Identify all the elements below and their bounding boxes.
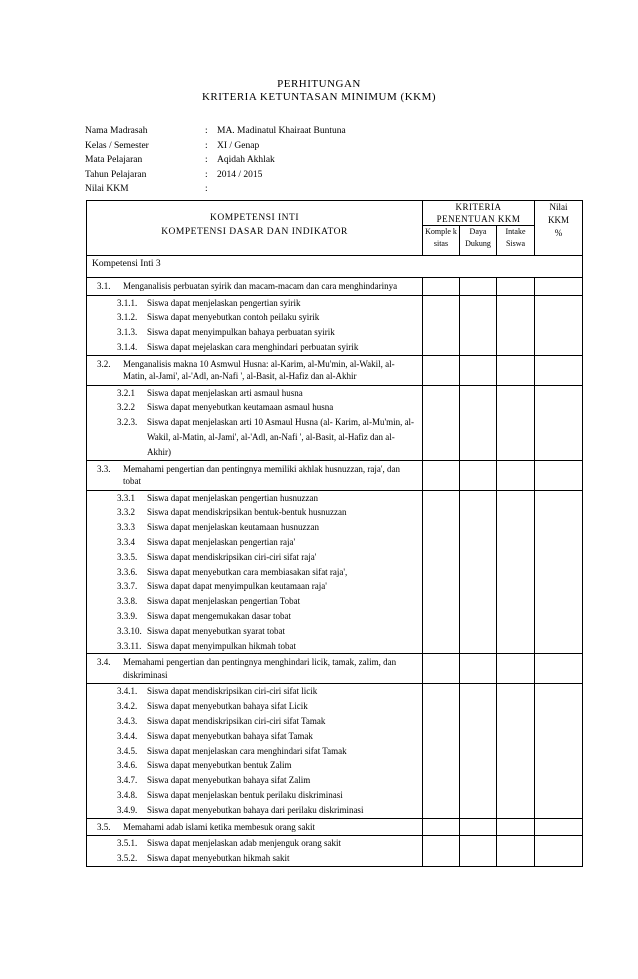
header-kriteria-line2: PENENTUAN KKM	[436, 214, 521, 224]
kd-row	[87, 818, 583, 836]
indicator-number: 3.4.3.	[117, 716, 138, 727]
score-cell	[535, 836, 583, 867]
indicator-number: 3.4.1.	[117, 686, 138, 697]
indicator-row	[87, 385, 583, 460]
indicator-item	[87, 340, 422, 355]
kompetensi-dasar	[87, 355, 423, 385]
indicator-text: Siswa dapat menyimpulkan hikmah tobat	[147, 640, 296, 651]
kd-row	[87, 460, 583, 490]
info-value: MA. Madinatul Khairaat Buntuna	[217, 126, 346, 136]
indicator-list	[87, 684, 423, 818]
document-title: PERHITUNGAN	[277, 78, 361, 90]
score-cell	[497, 460, 535, 490]
score-cell	[423, 836, 460, 867]
kompetensi-dasar	[87, 460, 423, 490]
info-label: Tahun Pelajaran	[85, 169, 147, 180]
score-cell	[460, 295, 497, 355]
kd-text: Memahami pengertian dan pentingnya menghindari licik, tamak, zalim, dan diskriminasi	[123, 657, 397, 680]
indicator-number: 3.5.1.	[117, 838, 138, 849]
indicator-text: Siswa dapat mendiskripsikan bentuk-bentuk husnuzzan	[147, 507, 347, 518]
header-intake-siswa: Intake Siswa	[497, 226, 535, 256]
indicator-number: 3.5.2.	[117, 852, 138, 863]
indicator-text: Siswa dapat menyebutkan syarat tobat	[147, 625, 285, 636]
info-label: Kelas / Semester	[85, 140, 149, 151]
indicator-number: 3.1.1.	[117, 297, 138, 308]
header-nilai-text: Nilai KKM %	[547, 202, 569, 238]
score-cell	[497, 295, 535, 355]
indicator-text: Siswa dapat menjelaskan pengertian syirik	[147, 297, 301, 308]
indicator-text: Siswa dapat menyebutkan keutamaan asmaul husna	[147, 402, 334, 413]
indicator-number: 3.2.2	[117, 402, 135, 413]
kd-row	[87, 654, 583, 684]
indicator-text: Siswa dapat menyebutkan bentuk Zalim	[147, 760, 292, 771]
score-cell	[460, 684, 497, 818]
indicator-item	[87, 400, 422, 415]
indicator-item	[87, 744, 422, 759]
score-cell	[535, 385, 583, 460]
score-cell	[497, 385, 535, 460]
indicator-number: 3.4.4.	[117, 730, 138, 741]
score-cell	[423, 490, 460, 654]
kd-number: 3.3.	[97, 463, 111, 474]
indicator-item	[87, 579, 422, 594]
score-cell	[460, 355, 497, 385]
indicator-number: 3.1.4.	[117, 341, 138, 352]
kd-number: 3.1.	[97, 281, 111, 291]
score-cell	[535, 355, 583, 385]
indicator-number: 3.1.2.	[117, 312, 138, 323]
indicator-item	[87, 491, 422, 506]
score-cell	[535, 684, 583, 818]
indicator-number: 3.4.9.	[117, 804, 138, 815]
info-row	[85, 124, 346, 139]
indicator-item	[87, 758, 422, 773]
kd-text: Memahami pengertian dan pentingnya memiliki akhlak husnuzzan, raja', dan tobat	[123, 463, 401, 487]
indicator-number: 3.3.8.	[117, 596, 138, 607]
indicator-number: 3.3.9.	[117, 611, 138, 622]
info-label: Nama Madrasah	[85, 126, 148, 136]
kd-row	[87, 278, 583, 296]
header-kd-label: KOMPETENSI DASAR DAN INDIKATOR	[161, 227, 348, 237]
indicator-number: 3.3.1	[117, 492, 135, 503]
indicator-text: Siswa dapat mendiskripsikan ciri-ciri sifat Tamak	[147, 716, 326, 727]
score-cell	[423, 460, 460, 490]
indicator-text: Siswa dapat menyebutkan bahaya sifat Tamak	[147, 730, 313, 741]
indicator-text: Siswa dapat menjelaskan arti 10 Asmaul Husna (al- Karim, al-Mu'min, al-Wakil, al-Matin, al-Jami', al-'Adl, an-Nafi ', al-Basit, al-Hafiz dan al-Akhir)	[147, 417, 415, 457]
indicator-item	[87, 788, 422, 803]
indicator-number: 3.3.11.	[117, 640, 142, 651]
info-colon: :	[205, 169, 208, 180]
info-block	[85, 124, 346, 197]
indicator-text: Siswa dapat menjelaskan pengertian husnuzzan	[147, 492, 318, 503]
kompetensi-dasar	[87, 654, 423, 684]
indicator-text: Siswa dapat mengemukakan dasar tobat	[147, 611, 291, 622]
info-colon: :	[205, 140, 208, 151]
indicator-text: Siswa dapat menjelaskan adab menjenguk orang sakit	[147, 838, 341, 849]
score-cell	[460, 818, 497, 836]
info-value: 2014 / 2015	[217, 169, 263, 180]
score-cell	[497, 818, 535, 836]
indicator-text: Siswa dapat menyebutkan hikmah sakit	[147, 852, 290, 863]
info-row	[85, 153, 346, 168]
indicator-item	[87, 535, 422, 550]
header-kriteria	[423, 201, 535, 226]
score-cell	[460, 654, 497, 684]
indicator-number: 3.4.8.	[117, 790, 138, 801]
score-cell	[460, 836, 497, 867]
document-subtitle: KRITERIA KETUNTASAN MINIMUM (KKM)	[201, 91, 437, 103]
indicator-text: Siswa dapat menjelaskan pengertian raja'	[147, 537, 296, 548]
indicator-text: Siswa dapat dapat menyimpulkan keutamaan raja'	[147, 581, 327, 592]
info-colon: :	[205, 184, 208, 194]
info-value: Aqidah Akhlak	[217, 155, 275, 165]
score-cell	[497, 490, 535, 654]
indicator-item	[87, 520, 422, 535]
indicator-item	[87, 699, 422, 714]
indicator-number: 3.2.3.	[117, 417, 138, 428]
info-row	[85, 168, 346, 183]
indicator-item	[87, 550, 422, 565]
indicator-text: Siswa dapat menjelaskan arti asmaul husna	[147, 387, 303, 398]
kd-number: 3.4.	[97, 657, 111, 668]
kompetensi-inti-label: Kompetensi Inti 3	[87, 256, 583, 278]
indicator-text: Siswa dapat menjelaskan keutamaan husnuzzan	[147, 522, 319, 533]
header-daya-dukung: Daya Dukung	[460, 226, 497, 256]
info-colon: :	[205, 155, 208, 165]
indicator-text: Siswa dapat menyebutkan cara membiasakan sifat raja',	[147, 566, 348, 577]
header-kriteria-line1: KRITERIA	[455, 202, 502, 212]
indicator-list	[87, 385, 423, 460]
score-cell	[460, 278, 497, 296]
indicator-text: Siswa dapat menyimpulkan bahaya perbuatan syirik	[147, 327, 335, 338]
info-value: XI / Genap	[217, 140, 260, 151]
indicator-number: 3.3.3	[117, 522, 135, 533]
indicator-item	[87, 773, 422, 788]
info-label: Mata Pelajaran	[85, 155, 143, 165]
indicator-text: Siswa dapat menjelaskan pengertian Tobat	[147, 596, 301, 607]
indicator-number: 3.2.1	[117, 387, 135, 398]
score-cell	[535, 654, 583, 684]
indicator-item	[87, 565, 422, 580]
indicator-item	[87, 803, 422, 818]
score-cell	[423, 355, 460, 385]
score-cell	[423, 654, 460, 684]
indicator-item	[87, 296, 422, 311]
indicator-item	[87, 415, 422, 459]
indicator-list	[87, 295, 423, 355]
indicator-item	[87, 624, 422, 639]
score-cell	[497, 654, 535, 684]
indicator-text: Siswa dapat mendiskripsikan ciri-ciri sifat raja'	[147, 551, 317, 562]
header-ki-label: KOMPETENSI INTI	[209, 213, 300, 223]
indicator-row	[87, 295, 583, 355]
header-kompleksitas: Komple k sitas	[423, 226, 460, 256]
indicator-item	[87, 639, 422, 654]
indicator-number: 3.3.6.	[117, 566, 138, 577]
info-row	[85, 182, 346, 197]
score-cell	[535, 818, 583, 836]
indicator-item	[87, 836, 422, 851]
score-cell	[535, 460, 583, 490]
score-cell	[497, 355, 535, 385]
kompetensi-dasar	[87, 278, 423, 296]
indicator-number: 3.1.3.	[117, 327, 138, 338]
score-cell	[535, 278, 583, 296]
indicator-number: 3.4.2.	[117, 701, 138, 712]
info-label: Nilai KKM	[85, 184, 129, 194]
indicator-number: 3.3.10.	[117, 625, 142, 636]
score-cell	[423, 385, 460, 460]
indicator-item	[87, 386, 422, 401]
kd-number: 3.5.	[97, 821, 111, 832]
indicator-item	[87, 594, 422, 609]
indicator-item	[87, 851, 422, 866]
kkm-table	[86, 200, 583, 867]
indicator-number: 3.4.7.	[117, 775, 138, 786]
score-cell	[535, 295, 583, 355]
score-cell	[497, 836, 535, 867]
indicator-number: 3.3.5.	[117, 551, 138, 562]
indicator-row	[87, 490, 583, 654]
indicator-list	[87, 490, 423, 654]
indicator-number: 3.3.2	[117, 507, 135, 518]
kd-row	[87, 355, 583, 385]
kompetensi-dasar	[87, 818, 423, 836]
indicator-text: Siswa dapat mendiskripsikan ciri-ciri sifat licik	[147, 686, 318, 697]
info-colon: :	[205, 126, 208, 136]
score-cell	[423, 818, 460, 836]
score-cell	[497, 278, 535, 296]
score-cell	[460, 460, 497, 490]
indicator-number: 3.4.5.	[117, 745, 138, 756]
indicator-item	[87, 714, 422, 729]
kd-text: Menganalisis perbuatan syirik dan macam-macam dan cara menghindarinya	[123, 281, 398, 291]
indicator-text: Siswa dapat mejelaskan cara menghindari perbuatan syirik	[147, 341, 359, 352]
indicator-number: 3.4.6.	[117, 760, 138, 771]
indicator-list	[87, 836, 423, 867]
indicator-number: 3.3.7.	[117, 581, 138, 592]
kd-text: Menganalisis makna 10 Asmwul Husna: al-Karim, al-Mu'min, al-Wakil, al-Matin, al-Jami', al-'Adl, an-Nafi ', al-Basit, al-Hafiz dan al-Akhir	[123, 358, 395, 382]
score-cell	[460, 385, 497, 460]
indicator-item	[87, 729, 422, 744]
indicator-text: Siswa dapat menyebutkan contoh peilaku syirik	[147, 312, 320, 323]
indicator-item	[87, 325, 422, 340]
indicator-text: Siswa dapat menjelaskan bentuk perilaku diskriminasi	[147, 790, 343, 801]
indicator-text: Siswa dapat menjelaskan cara menghindari sifat Tamak	[147, 745, 347, 756]
info-row	[85, 139, 346, 154]
indicator-row	[87, 836, 583, 867]
indicator-text: Siswa dapat menyebutkan bahaya sifat Licik	[147, 701, 308, 712]
indicator-text: Siswa dapat menyebutkan bahaya sifat Zalim	[147, 775, 311, 786]
indicator-item	[87, 505, 422, 520]
header-kompetensi	[87, 201, 423, 256]
indicator-item	[87, 684, 422, 699]
score-cell	[460, 490, 497, 654]
indicator-item	[87, 310, 422, 325]
score-cell	[423, 684, 460, 818]
score-cell	[497, 684, 535, 818]
indicator-item	[87, 609, 422, 624]
score-cell	[423, 278, 460, 296]
indicator-row	[87, 684, 583, 818]
indicator-text: Siswa dapat menyebutkan bahaya dari perilaku diskriminasi	[147, 804, 364, 815]
indicator-number: 3.3.4	[117, 537, 135, 548]
kd-number: 3.2.	[97, 358, 111, 369]
score-cell	[423, 295, 460, 355]
score-cell	[535, 490, 583, 654]
header-nilai-kkm	[535, 201, 583, 256]
kd-text: Memahami adab islami ketika membesuk orang sakit	[123, 821, 315, 832]
